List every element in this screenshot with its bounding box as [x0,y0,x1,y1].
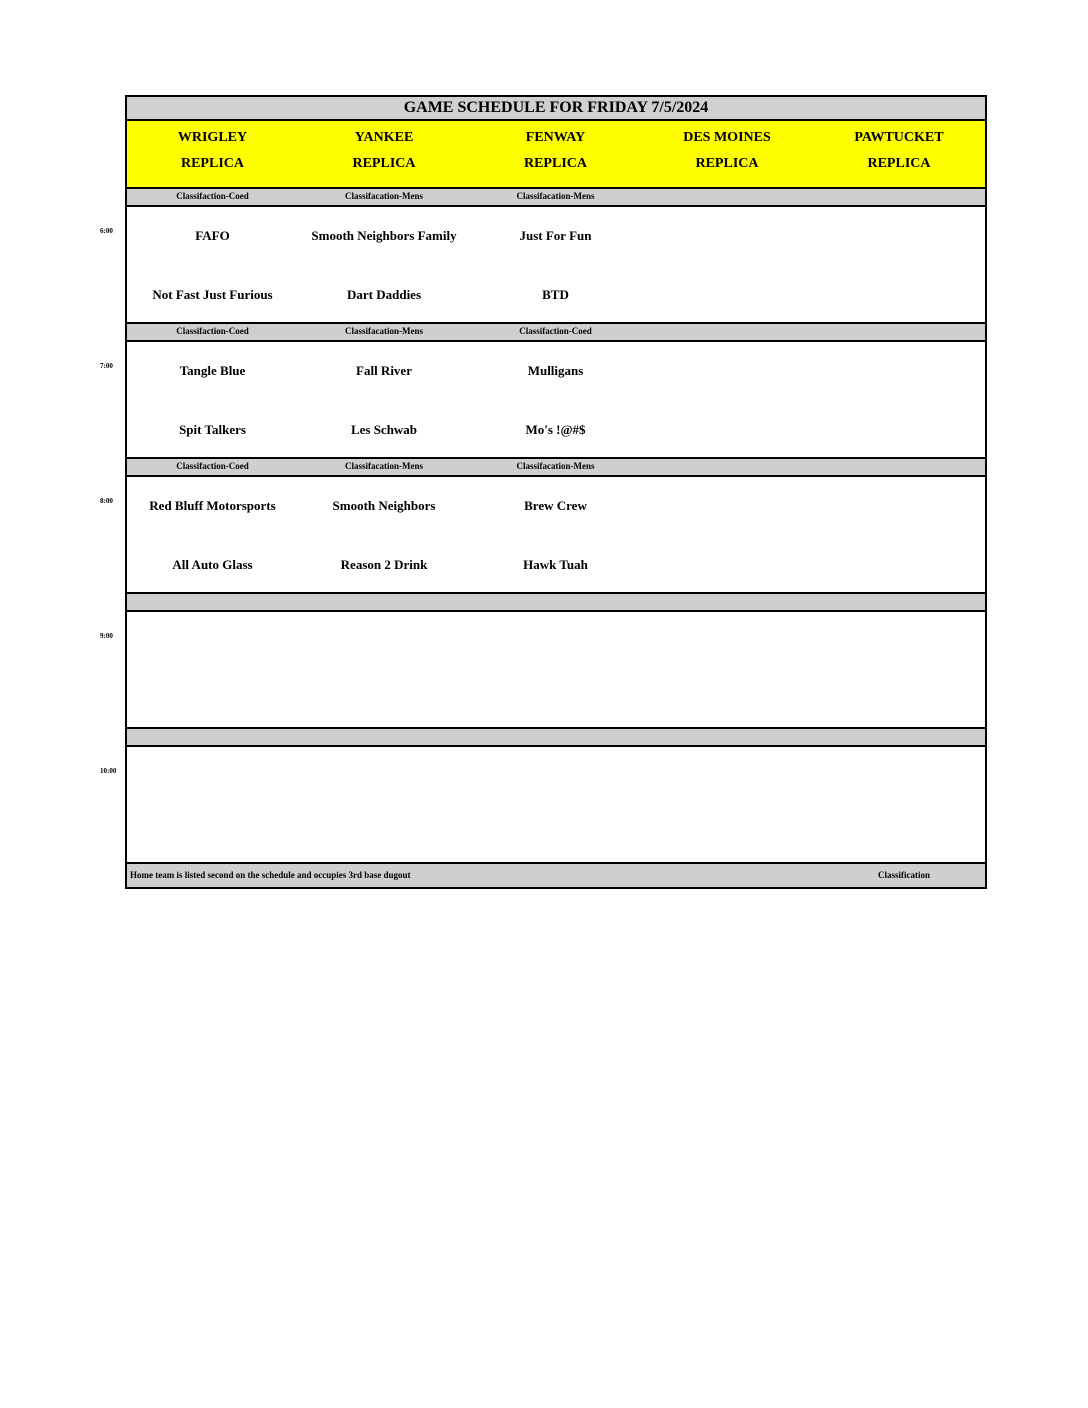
classification-cell [470,729,643,747]
game-cell [813,612,985,729]
classification-cell [813,324,985,342]
field-name: WRIGLEY [177,130,248,145]
home-team: Dart Daddies [346,287,422,302]
game-cell [127,747,300,864]
field-header-1 [298,121,472,189]
classification-cell [813,189,985,207]
game-cell [470,207,643,324]
classification-cell: Classifacation-Mens [298,324,472,342]
game-cell [298,342,472,459]
game-cell [641,342,815,459]
away-team: Smooth Neighbors [332,498,436,513]
home-team: Hawk Tuah [523,557,588,572]
away-team: Smooth Neighbors Family [311,228,457,243]
field-header-3 [641,121,815,189]
game-cell [813,747,985,864]
classification-cell [298,729,472,747]
game-cell [127,207,300,324]
away-team: Red Bluff Motorsports [149,498,276,513]
footer-bar [127,864,985,887]
classification-cell [298,594,472,612]
home-team: BTD [542,287,569,302]
away-team: Fall River [356,363,412,378]
classification-cell: Classifaction-Coed [127,459,300,477]
game-cell [813,477,985,594]
field-subtitle: REPLICA [523,156,587,171]
classification-cell [127,729,300,747]
field-header-0 [127,121,300,189]
time-label: 8:00 [100,497,113,505]
game-cell [641,747,815,864]
away-team: FAFO [195,228,230,243]
game-cell [127,477,300,594]
classification-cell: Classifaction-Coed [127,189,300,207]
classification-cell: Classifacation-Mens [298,189,472,207]
field-name: YANKEE [354,130,414,145]
game-cell [470,747,643,864]
classification-cell [641,324,815,342]
classification-cell [641,459,815,477]
field-name: PAWTUCKET [854,130,944,145]
game-cell [470,612,643,729]
game-cell [641,612,815,729]
classification-cell: Classifacation-Mens [470,459,643,477]
game-cell [127,612,300,729]
footer-note: Home team is listed second on the schedule and occupies 3rd base dugout [130,870,411,880]
game-cell [470,342,643,459]
game-cell [813,207,985,324]
time-label: 7:00 [100,362,113,370]
classification-cell: Classifaction-Coed [470,324,643,342]
home-team: Reason 2 Drink [340,557,428,572]
game-cell [641,207,815,324]
field-subtitle: REPLICA [695,156,759,171]
game-cell [298,477,472,594]
field-name: DES MOINES [683,130,771,145]
game-cell [298,612,472,729]
away-team: Brew Crew [524,498,587,513]
classification-cell [641,189,815,207]
classification-cell [813,729,985,747]
field-header-4 [813,121,985,189]
field-subtitle: REPLICA [352,156,416,171]
home-team: All Auto Glass [172,557,253,572]
time-label: 10:00 [100,767,117,775]
home-team: Spit Talkers [179,422,246,437]
field-name: FENWAY [525,130,586,145]
classification-cell [813,594,985,612]
classification-cell [470,594,643,612]
game-cell [641,477,815,594]
field-header-2 [470,121,643,189]
classification-cell [813,459,985,477]
home-team: Mo's !@#$ [525,422,586,437]
schedule-title: GAME SCHEDULE FOR FRIDAY 7/5/2024 [127,97,985,121]
classification-cell: Classifacation-Mens [298,459,472,477]
game-cell [813,342,985,459]
classification-cell [127,594,300,612]
game-cell [127,342,300,459]
game-cell [470,477,643,594]
away-team: Mulligans [527,363,584,378]
away-team: Just For Fun [519,228,592,243]
time-label: 9:00 [100,632,113,640]
time-label: 6:00 [100,227,113,235]
home-team: Not Fast Just Furious [152,287,273,302]
footer-classification: Classification [877,870,930,880]
classification-cell: Classifacation-Mens [470,189,643,207]
schedule-sheet [125,95,987,889]
game-cell [298,747,472,864]
classification-cell: Classifaction-Coed [127,324,300,342]
field-subtitle: REPLICA [867,156,931,171]
away-team: Tangle Blue [179,363,246,378]
classification-cell [641,594,815,612]
classification-cell [641,729,815,747]
game-cell [298,207,472,324]
field-subtitle: REPLICA [180,156,244,171]
home-team: Les Schwab [350,422,418,437]
